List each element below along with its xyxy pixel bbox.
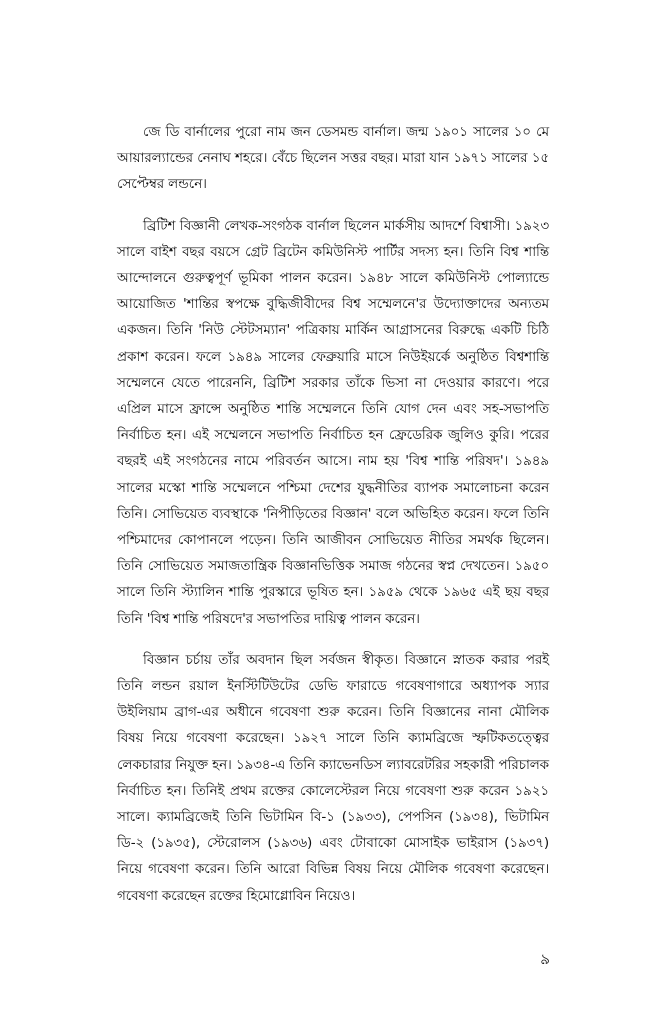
body-text bbox=[117, 119, 549, 924]
paragraph-peace-movement: ব্রিটিশ বিজ্ঞানী লেখক-সংগঠক বার্নাল ছিলেন মার্কসীয় আদর্শে বিশ্বাসী। ১৯২৩ সালে বাইশ বছর বয়সে গ্রেট ব্রিটেন কমিউনিস্ট পার্টির সদস্য হন। তিনি বিশ্ব শান্তি আন্দোলনে গুরুত্বপূর্ণ ভূমিকা পালন করেন। ১৯৪৮ সালে কমিউনিস্ট পোল্যান্ডে আয়োজিত 'শান্তির স্বপক্ষে বুদ্ধিজীবীদের বিশ্ব সম্মেলনে'র উদ্যোক্তাদের অন্যতম একজন। তিনি 'নিউ স্টেটসম্যান' পত্রিকায় মার্কিন আগ্রাসনের বিরুদ্ধে একটি চিঠি প্রকাশ করেন। ফলে ১৯৪৯ সালের ফেব্রুয়ারি মাসে নিউইয়র্কে অনুষ্ঠিত বিশ্বশান্তি সম্মেলনে যেতে পারেননি, ব্রিটিশ সরকার তাঁকে ভিসা না দেওয়ার কারণে। পরে এপ্রিল মাসে ফ্রান্সে অনুষ্ঠিত শান্তি সম্মেলনে তিনি যোগ দেন এবং সহ-সভাপতি নির্বাচিত হন। এই সম্মেলনে সভাপতি নির্বাচিত হন ফ্রেডেরিক জুলিও কুরি। পরের বছরই এই সংগঠনের নামে পরিবর্তন আসে। নাম হয় 'বিশ্ব শান্তি পরিষদ'। ১৯৪৯ সালের মস্কো শান্তি সম্মেলনে পশ্চিমা দেশের যুদ্ধনীতির ব্যাপক সমালোচনা করেন তিনি। সোভিয়েত ব্যবস্থাকে 'নিপীড়িতের বিজ্ঞান' বলে অভিহিত করেন। ফলে তিনি পশ্চিমাদের কোপানলে পড়েন। তিনি আজীবন সোভিয়েত নীতির সমর্থক ছিলেন। তিনি সোভিয়েত সমাজতান্ত্রিক বিজ্ঞানভিত্তিক সমাজ গঠনের স্বপ্ন দেখতেন। ১৯৫০ সালে তিনি স্ট্যালিন শান্তি পুরস্কারে ভূষিত হন। ১৯৫৯ থেকে ১৯৬৫ এই ছয় বছর তিনি 'বিশ্ব শান্তি পরিষদে'র সভাপতির দায়িত্ব পালন করেন। bbox=[117, 217, 549, 627]
paragraph-bernal-bio: জে ডি বার্নালের পুরো নাম জন ডেসমন্ড বার্নাল। জন্ম ১৯০১ সালের ১০ মে আয়ারল্যান্ডের নেনাঘ শহরে। বেঁচে ছিলেন সত্তর বছর। মারা যান ১৯৭১ সালের ১৫ সেপ্টেম্বর লন্ডনে। bbox=[117, 124, 549, 193]
paragraph-scientific-work: বিজ্ঞান চর্চায় তাঁর অবদান ছিল সর্বজন স্বীকৃত। বিজ্ঞানে স্নাতক করার পরই তিনি লন্ডন রয়াল ইনস্টিটিউটের ডেভি ফারাডে গবেষণাগারে অধ্যাপক স্যার উইলিয়াম ব্রাগ-এর অধীনে গবেষণা শুরু করেন। তিনি বিজ্ঞানের নানা মৌলিক বিষয় নিয়ে গবেষণা করেছেন। ১৯২৭ সালে তিনি ক্যামব্রিজে স্ফটিকতত্ত্বের লেকচারার নিযুক্ত হন। ১৯৩৪-এ তিনি ক্যাভেনডিস ল্যাবরেটরির সহকারী পরিচালক নির্বাচিত হন। তিনিই প্রথম রক্তের কোলেস্টেরল নিয়ে গবেষণা শুরু করেন ১৯২১ সালে। ক্যামব্রিজেই তিনি ভিটামিন বি-১ (১৯৩৩), পেপসিন (১৯৩৪), ভিটামিন ডি-২ (১৯৩৫), স্টেরোলস (১৯৩৬) এবং টোবাকো মোসাইক ভাইরাস (১৯৩৭) নিয়ে গবেষণা করেন। তিনি আরো বিভিন্ন বিষয় নিয়ে মৌলিক গবেষণা করেছেন। গবেষণা করেছেন রক্তের হিমোগ্লোবিন নিয়েও। bbox=[117, 651, 549, 904]
page-number: ৯ bbox=[540, 950, 550, 968]
